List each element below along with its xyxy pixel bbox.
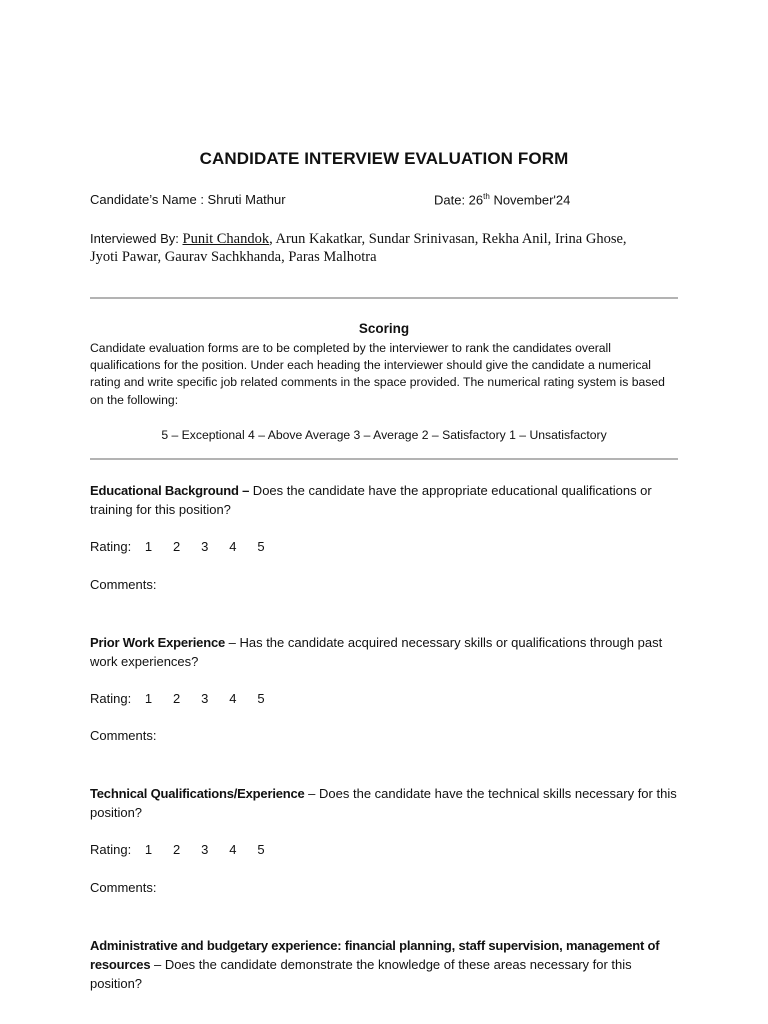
rating-option-2[interactable]: 2	[172, 842, 181, 857]
section-question: – Does the candidate demonstrate the knowledge of these areas necessary for this position?	[90, 957, 632, 991]
date-suffix: th	[483, 192, 490, 201]
rating-label: Rating:	[90, 842, 132, 857]
rating-option-5[interactable]: 5	[257, 539, 265, 554]
rating-option-5[interactable]: 5	[257, 691, 265, 706]
comments-label: Comments:	[90, 577, 157, 592]
rating-row	[90, 539, 272, 554]
rating-option-1[interactable]: 1	[144, 539, 153, 554]
rating-option-1[interactable]: 1	[144, 691, 153, 706]
section-heading: Prior Work Experience	[90, 635, 226, 650]
candidate-name-value: Shruti Mathur	[207, 192, 286, 207]
rating-option-5[interactable]: 5	[257, 842, 265, 857]
section-technical	[90, 784, 680, 822]
candidate-name-row	[90, 192, 286, 207]
scoring-heading: Scoring	[358, 321, 410, 336]
interviewer-first: Punit Chandok	[182, 231, 270, 247]
section-question: – Has the candidate acquired necessary skills or qualifications through past work experiences?	[90, 635, 663, 669]
interviewed-by-label: Interviewed By:	[90, 231, 183, 246]
date-label: Date: 26	[434, 192, 484, 208]
date-value: November'24	[489, 192, 571, 208]
rating-label: Rating:	[90, 539, 132, 554]
interviewers-block	[90, 230, 627, 266]
section-administrative	[90, 936, 680, 993]
date-row	[434, 192, 570, 207]
section-question: – Does the candidate have the technical skills necessary for this position?	[90, 786, 677, 820]
section-heading: Administrative and budgetary experience: financial planning, staff supervision, management of resources	[90, 938, 660, 972]
rating-option-2[interactable]: 2	[172, 539, 181, 554]
section-heading: Educational Background –	[90, 483, 250, 498]
rating-row	[90, 842, 272, 857]
rating-option-3[interactable]: 3	[201, 842, 209, 857]
rating-option-2[interactable]: 2	[172, 691, 181, 706]
rating-option-3[interactable]: 3	[201, 691, 209, 706]
divider-top	[90, 297, 678, 299]
scoring-paragraph: Candidate evaluation forms are to be completed by the interviewer to rank the candidates overall qualifications for the position. Under each heading the interviewer should give the candidate a numerical rating and write specific job related comments in the space provided. The numerical rating system is based on the following:	[90, 341, 665, 407]
comments-label: Comments:	[90, 880, 157, 895]
rating-option-4[interactable]: 4	[229, 539, 237, 554]
divider-bottom	[90, 458, 678, 460]
rating-option-1[interactable]: 1	[144, 842, 153, 857]
rating-scale: 5 – Exceptional 4 – Above Average 3 – Average 2 – Satisfactory 1 – Unsatisfactory	[161, 428, 607, 442]
rating-label: Rating:	[90, 691, 132, 706]
interviewers-line2: Jyoti Pawar, Gaurav Sachkhanda, Paras Malhotra	[90, 249, 377, 265]
section-educational	[90, 481, 680, 519]
rating-option-3[interactable]: 3	[201, 539, 209, 554]
comments-label: Comments:	[90, 728, 157, 743]
form-title: CANDIDATE INTERVIEW EVALUATION FORM	[199, 149, 569, 168]
interviewers-line1: , Arun Kakatkar, Sundar Srinivasan, Rekha Anil, Irina Ghose,	[269, 231, 627, 247]
rating-row	[90, 691, 272, 706]
rating-option-4[interactable]: 4	[229, 691, 237, 706]
section-question: Does the candidate have the appropriate educational qualifications or training for this position?	[90, 483, 652, 517]
rating-option-4[interactable]: 4	[229, 842, 237, 857]
section-prior-work	[90, 633, 680, 671]
section-heading: Technical Qualifications/Experience	[90, 786, 305, 801]
candidate-name-label: Candidate’s Name :	[90, 192, 208, 207]
